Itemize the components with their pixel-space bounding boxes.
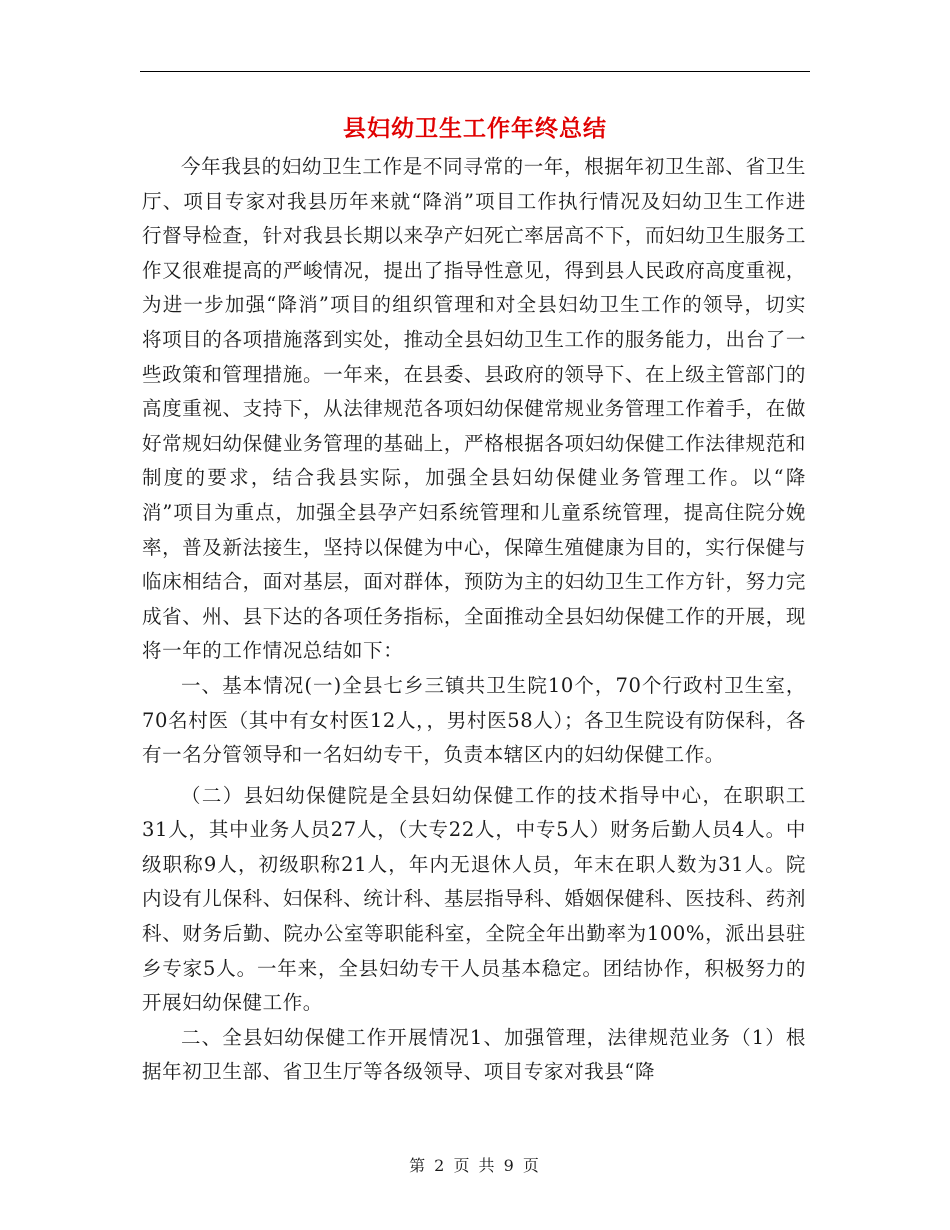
paragraph-maternal-child-hospital: （二）县妇幼保健院是全县妇幼保健工作的技术指导中心，在职职工31人，其中业务人员27人，（大专22人，中专5人）财务后勤人员4人。中级职称9人，初级职称21人，年内无退休人员，年末在职人数为31人。院内设有儿保科、妇保科、统计科、基层指导科、婚姻保健科、医技科、药剂科、财务后勤、院办公室等职能科室，全院全年出勤率为100%，派出县驻乡专家5人。一年来，全县妇幼专干人员基本稳定。团结协作，积极努力的开展妇幼保健工作。 — [142, 783, 806, 1015]
header-rule — [140, 71, 810, 72]
paragraph-intro: 今年我县的妇幼卫生工作是不同寻常的一年，根据年初卫生部、省卫生厅、项目专家对我县历年来就“降消”项目工作执行情况及妇幼卫生工作进行督导检查，针对我县长期以来孕产妇死亡率居高不下，而妇幼卫生服务工作又很难提高的严峻情况，提出了指导性意见，得到县人民政府高度重视，为进一步加强“降消”项目的组织管理和对全县妇幼卫生工作的领导，切实将项目的各项措施落到实处，推动全县妇幼卫生工作的服务能力，出台了一些政策和管理措施。一年来，在县委、县政府的领导下、在上级主管部门的高度重视、支持下，从法律规范各项妇幼保健常规业务管理工作着手，在做好常规妇幼保健业务管理的基础上，严格根据各项妇幼保健工作法律规范和制度的要求，结合我县实际，加强全县妇幼保健业务管理工作。以“降消”项目为重点，加强全县孕产妇系统管理和儿童系统管理，提高住院分娩率，普及新法接生，坚持以保健为中心，保障生殖健康为目的，实行保健与临床相结合，面对基层，面对群体，预防为主的妇幼卫生工作方针，努力完成省、州、县下达的各项任务指标，全面推动全县妇幼保健工作的开展，现将一年的工作情况总结如下： — [142, 155, 806, 663]
paragraph-work-progress: 二、全县妇幼保健工作开展情况1、加强管理，法律规范业务（1）根据年初卫生部、省卫生厅等各级领导、项目专家对我县“降 — [142, 1025, 806, 1084]
document-title: 县妇幼卫生工作年终总结 — [343, 116, 607, 142]
paragraph-basic-situation: 一、基本情况(一)全县七乡三镇共卫生院10个，70个行政村卫生室，70名村医（其中有女村医12人，，男村医58人）；各卫生院设有防保科，各有一名分管领导和一名妇幼专干，负责本辖区内的妇幼保健工作。 — [142, 673, 806, 767]
page-number-footer: 第 2 页 共 9 页 — [409, 1156, 541, 1175]
document-body — [142, 150, 806, 1090]
